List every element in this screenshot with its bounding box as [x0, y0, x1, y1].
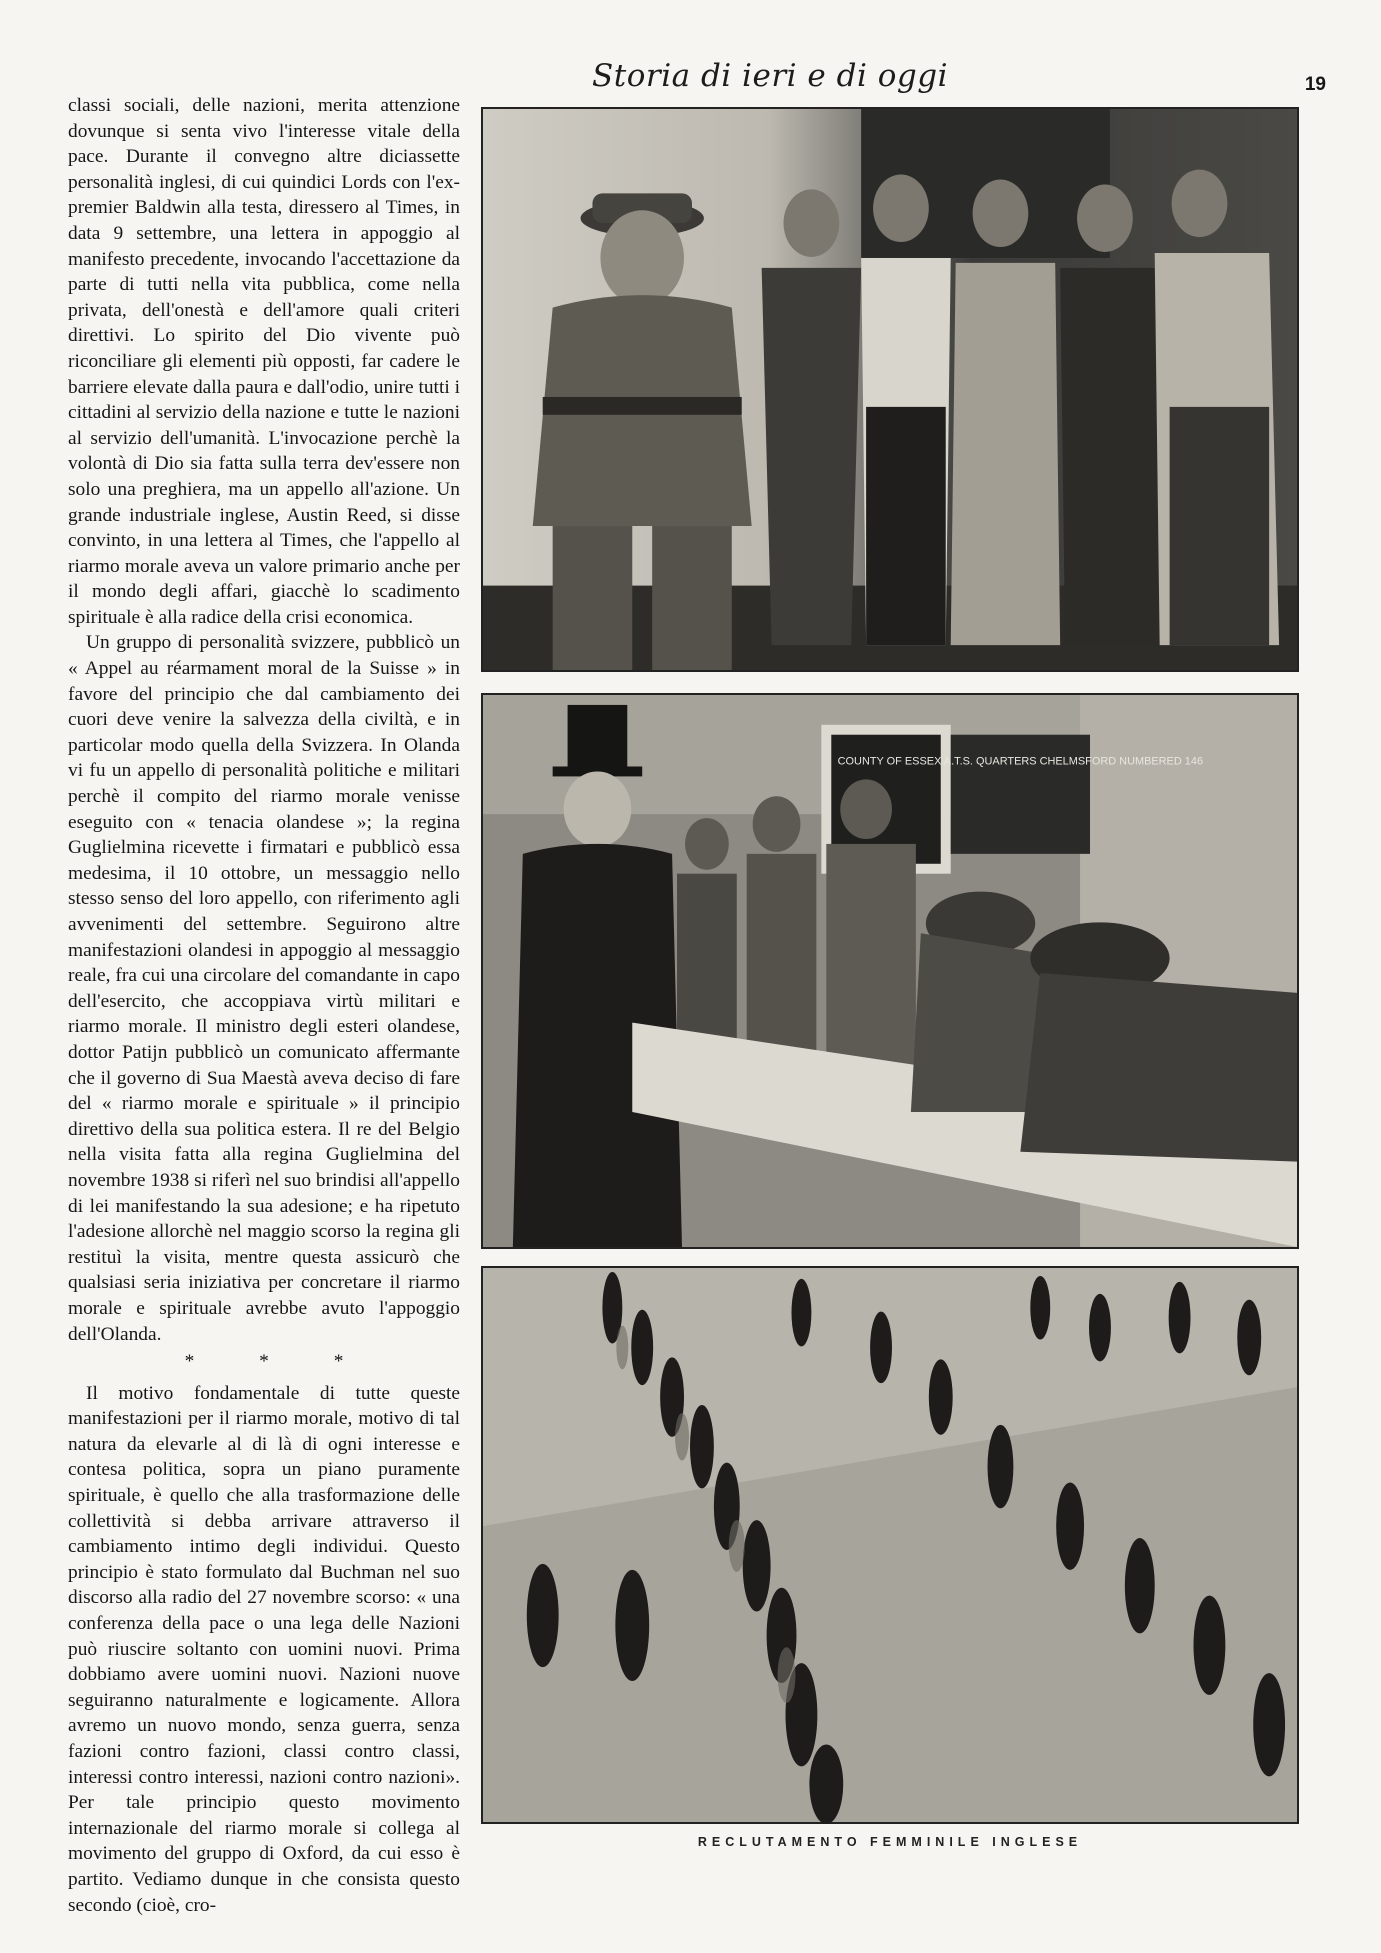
- section-separator: * * *: [184, 1351, 344, 1373]
- article-paragraph-3: Il motivo fondamentale di tutte queste manifestazioni per il riarmo morale, motivo di tal natura da elevarle al di là di ogni interesse e contesa politica, sopra un piano puramente spirituale, è quello che alla trasformazione delle collettività si debba arrivare attraverso il cambiamento intimo degli individui. Questo principio è stato formulato dal Buchman nel suo discorso alla radio del 27 novembre scorso: « una conferenza della pace o una lega delle Nazioni può riuscire soltanto con uomini nuovi. Prima dobbiamo avere uomini nuovi. Nazioni nuove seguiranno naturalmente e logicamente. Allora avremo un nuovo mondo, senza guerra, senza fazioni contro fazioni, classi contro classi, interessi contro interessi, nazioni contro nazioni». Per tale principio questo movimento internazionale del riarmo morale si collega al movimento del gruppo di Oxford, da cui esso è partito. Vediamo dunque in che consista questo secondo (cioè, cro-: [68, 1382, 460, 1916]
- article-paragraph-2: Un gruppo di personalità svizzere, pubblicò un « Appel au réarmament moral de la Suisse » in favore del principio che dal cambiamento dei cuori deve venire la salvezza della civiltà, e in particolar modo quella della Svizzera. In Olanda vi fu un appello di personalità politiche e militari perchè il compito del riarmo morale venisse eseguito con « tenacia olandese »; la regina Guglielmina ricevette i firmatari e pubblicò essa medesima, il 10 ottobre, un messaggio nello stesso senso del loro appello, con riferimento agli avvenimenti del settembre. Seguirono altre manifestazioni olandesi in appoggio al messaggio reale, fra cui una circolare del comandante in capo dell'esercito, che accoppiava virtù militari e riarmo morale. Il ministro degli esteri olandese, dottor Patijn pubblicò un comunicato affermante che il governo di Sua Maestà aveva deciso di fare del « riarmo morale e spirituale » il principio direttivo della sua politica estera. Il re del Belgio nella visita fatta alla regina Guglielmina del novembre 1938 si riferì nel suo brindisi all'appello di lei manifestando la sua adesione; e ha ripetuto l'adesione allorchè nel maggio scorso la regina gli restituì la visita, mentre questa assicurò che qualsiasi seria iniziativa per concretare il riarmo morale e spirituale avrebbe avuto l'appoggio dell'Olanda.: [68, 632, 460, 1345]
- photo-caption: RECLUTAMENTO FEMMINILE INGLESE: [697, 1835, 1083, 1849]
- article-column: [68, 93, 460, 1916]
- masthead: Storia di ieri e di oggi: [592, 58, 948, 94]
- photo-women-formation: [481, 1266, 1299, 1824]
- photo-enrollment-table: [481, 693, 1299, 1249]
- photo-officer-inspection: [481, 107, 1299, 672]
- chalkboard-sign: COUNTY OF ESSEX A.T.S. QUARTERS CHELMSFORD NUMBERED 146: [837, 755, 1204, 768]
- page-number: 19: [1304, 74, 1326, 95]
- article-paragraph-1: classi sociali, delle nazioni, merita attenzione dovunque si senta vivo l'interesse vitale della pace. Durante il convegno altre diciassette personalità inglesi, di cui quindici Lords con l'ex-premier Baldwin alla testa, diressero al Times, in data 9 settembre, una lettera in appoggio al manifesto precedente, invocando l'accettazione da parte di tutti nella vita pubblica, come nella privata, dell'onestà e dell'amore quali criteri direttivi. Lo spirito del Dio vivente può riconciliare gli elementi più opposti, far cadere le barriere elevate dalla paura e dall'odio, unire tutti i cittadini al servizio della nazione e tutte le nazioni al servizio dell'umanità. L'invocazione perchè la volontà di Dio sia fatta sulla terra dev'essere non solo una preghiera, ma un appello all'azione. Un grande industriale inglese, Austin Reed, si disse convinto, in una lettera al Times, che l'appello al riarmo morale aveva un valore primario anche per il mondo degli affari, giacchè lo scadimento spirituale è alla radice della crisi economica.: [68, 95, 460, 628]
